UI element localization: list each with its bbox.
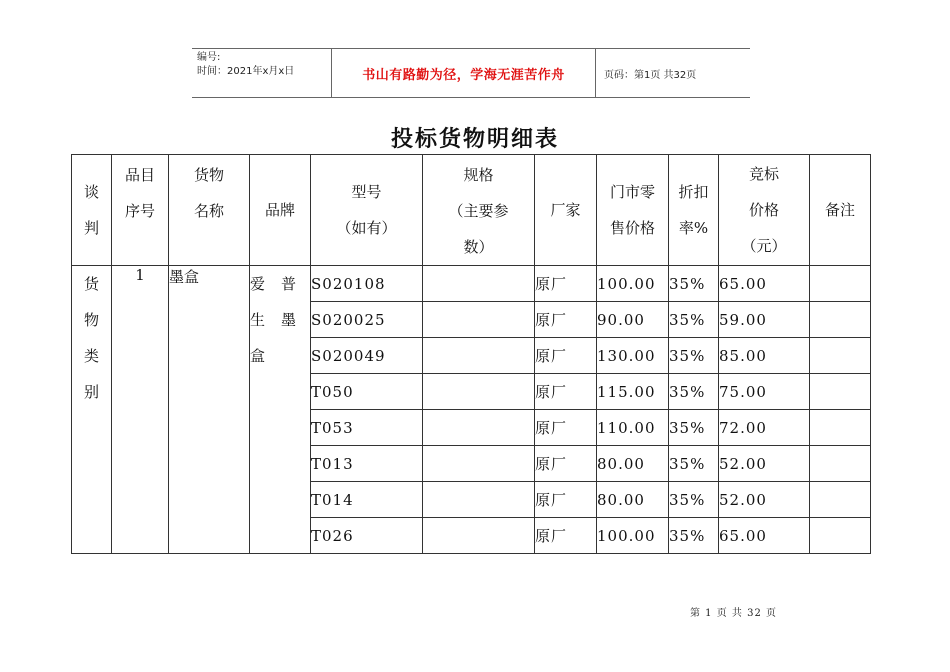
header-bid: [719, 155, 810, 266]
retail-price-cell: 80.00: [597, 446, 669, 482]
header-page-info: 页码：第1页 共32页: [604, 69, 697, 81]
brand-char: 普: [280, 275, 296, 293]
bid-price-cell: 59.00: [719, 302, 810, 338]
document-title: 投标货物明细表: [390, 127, 559, 152]
header-seq-line: 品目: [124, 166, 155, 184]
goods-name-cell: 墨盒: [169, 266, 250, 554]
retail-price-cell: 100.00: [597, 518, 669, 554]
remark-cell: [810, 338, 871, 374]
page-footer: 第 1 页 共 32 页: [690, 608, 777, 619]
bid-price-cell: 75.00: [719, 374, 810, 410]
model-cell: T013: [311, 446, 423, 482]
remark-cell: [810, 518, 871, 554]
bid-price-cell: 52.00: [719, 446, 810, 482]
discount-cell: 35%: [669, 302, 719, 338]
maker-cell: 原厂: [535, 446, 597, 482]
header-category-line: 判: [83, 219, 99, 237]
retail-price-cell: 80.00: [597, 482, 669, 518]
discount-cell: 35%: [669, 446, 719, 482]
maker-cell: 原厂: [535, 374, 597, 410]
goods-detail-table: [71, 154, 871, 554]
discount-cell: 35%: [669, 338, 719, 374]
maker-cell: 原厂: [535, 266, 597, 302]
header-bid-line: （元）: [741, 237, 787, 255]
spec-cell: [423, 302, 535, 338]
model-cell: S020049: [311, 338, 423, 374]
brand-cell: [250, 266, 311, 554]
remark-cell: [810, 446, 871, 482]
header-maker: 厂家: [535, 155, 597, 266]
category-char: 类: [83, 347, 99, 365]
brand-line: [250, 302, 296, 338]
spec-cell: [423, 338, 535, 374]
header-category: [72, 155, 112, 266]
bid-price-cell: 72.00: [719, 410, 810, 446]
spec-cell: [423, 410, 535, 446]
header-name-line: 名称: [193, 202, 224, 220]
bid-price-cell: 65.00: [719, 266, 810, 302]
remark-cell: [810, 410, 871, 446]
header-model-line: （如有）: [336, 219, 397, 237]
header-name-line: 货物: [193, 166, 224, 184]
header-retail: [597, 155, 669, 266]
brand-char: 爱: [250, 275, 266, 293]
brand-line: [250, 338, 296, 374]
header-category-line: 谈: [83, 183, 99, 201]
header-discount-line: 折扣: [678, 183, 709, 201]
header-remark: 备注: [810, 155, 871, 266]
seq-cell: 1: [112, 266, 169, 554]
header-retail-line: 售价格: [609, 219, 655, 237]
discount-cell: 35%: [669, 482, 719, 518]
retail-price-cell: 90.00: [597, 302, 669, 338]
category-cell: [72, 266, 112, 554]
model-cell: T053: [311, 410, 423, 446]
model-cell: T050: [311, 374, 423, 410]
brand-char: 生: [250, 311, 266, 329]
header-meta: [192, 49, 332, 97]
discount-cell: 35%: [669, 374, 719, 410]
code-label: 编号:: [197, 52, 221, 63]
header-seq: [112, 155, 169, 266]
page-header: [192, 48, 750, 98]
category-char: 别: [83, 383, 99, 401]
table-body: [72, 266, 871, 554]
remark-cell: [810, 266, 871, 302]
bid-price-cell: 85.00: [719, 338, 810, 374]
remark-cell: [810, 374, 871, 410]
table-row: [72, 266, 871, 302]
discount-cell: 35%: [669, 410, 719, 446]
model-cell: T014: [311, 482, 423, 518]
header-spec-line: 规格: [463, 166, 494, 184]
header-spec: [423, 155, 535, 266]
header-retail-line: 门市零: [609, 183, 655, 201]
spec-cell: [423, 518, 535, 554]
bid-price-cell: 65.00: [719, 518, 810, 554]
header-discount-line: 率%: [678, 219, 709, 237]
header-spec-line: （主要参: [448, 202, 509, 220]
header-model-line: 型号: [351, 183, 382, 201]
maker-cell: 原厂: [535, 302, 597, 338]
model-cell: S020025: [311, 302, 423, 338]
spec-cell: [423, 482, 535, 518]
brand-char: 盒: [250, 347, 266, 365]
bid-price-cell: 52.00: [719, 482, 810, 518]
header-motto: 书山有路勤为径，学海无涯苦作舟: [332, 49, 596, 97]
header-discount: [669, 155, 719, 266]
maker-cell: 原厂: [535, 518, 597, 554]
maker-cell: 原厂: [535, 482, 597, 518]
header-seq-line: 序号: [124, 202, 155, 220]
spec-cell: [423, 266, 535, 302]
retail-price-cell: 110.00: [597, 410, 669, 446]
discount-cell: 35%: [669, 518, 719, 554]
spec-cell: [423, 446, 535, 482]
date-label: 时间：2021年x月x日: [197, 66, 295, 77]
header-model: [311, 155, 423, 266]
header-spec-line: 数）: [463, 238, 494, 256]
header-name: [169, 155, 250, 266]
retail-price-cell: 100.00: [597, 266, 669, 302]
spec-cell: [423, 374, 535, 410]
remark-cell: [810, 482, 871, 518]
retail-price-cell: 130.00: [597, 338, 669, 374]
table-header-row: [72, 155, 871, 266]
category-char: 物: [83, 311, 99, 329]
model-cell: S020108: [311, 266, 423, 302]
brand-line: [250, 266, 296, 302]
category-char: 货: [83, 275, 99, 293]
remark-cell: [810, 302, 871, 338]
retail-price-cell: 115.00: [597, 374, 669, 410]
model-cell: T026: [311, 518, 423, 554]
header-bid-line: 竞标: [748, 165, 779, 183]
header-brand: 品牌: [250, 155, 311, 266]
header-bid-line: 价格: [748, 201, 779, 219]
discount-cell: 35%: [669, 266, 719, 302]
brand-char: 墨: [280, 311, 296, 329]
maker-cell: 原厂: [535, 410, 597, 446]
maker-cell: 原厂: [535, 338, 597, 374]
